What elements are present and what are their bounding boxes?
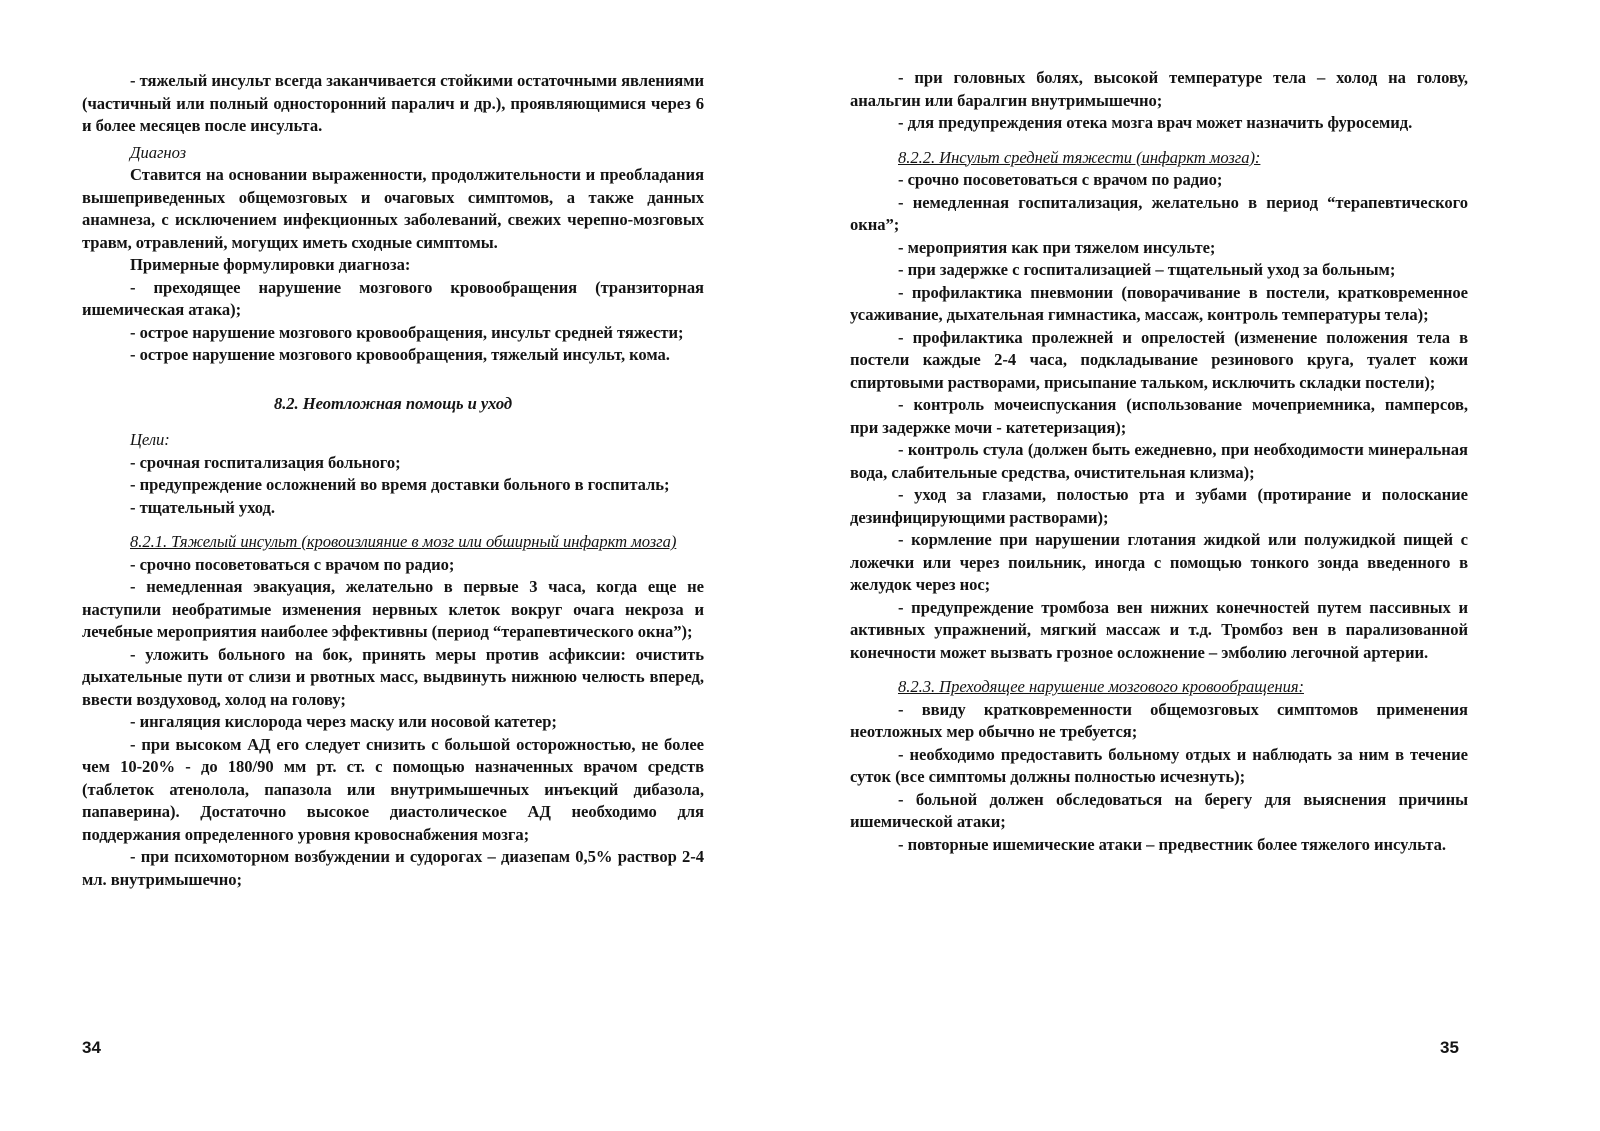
list-item: - при высоком АД его следует снизить с большой осторожностью, не более чем 10-20% - до 180/90 мм рт. ст. с помощью назначенных врачом средств (таблеток атенолола, папазола или внутримышечных инъекций дибазола, папаверина). Достаточно высокое диастолическое АД необходимо для поддержания определенного уровня кровоснабжения мозга; — [82, 734, 704, 844]
list-item: - необходимо предоставить больному отдых и наблюдать за ним в течение суток (все симптомы должны полностью исчезнуть); — [850, 744, 1468, 786]
list-item: - острое нарушение мозгового кровообращения, инсульт средней тяжести; — [130, 322, 684, 342]
list-item: - мероприятия как при тяжелом инсульте; — [898, 237, 1216, 257]
list-item: - ингаляция кислорода через маску или носовой катетер; — [130, 712, 557, 731]
list-item: - предупреждение тромбоза вен нижних конечностей путем пассивных и активных упражнений, мягкий массаж и т.д. Тромбоз вен в парализованной конечности может вызвать грозное осложнение – эмболию легочной артерии. — [850, 597, 1468, 662]
diagnosis-heading: Диагноз — [130, 142, 187, 162]
paragraph: - тяжелый инсульт всегда заканчивается стойкими остаточными явлениями (частичный или полный односторонний паралич и др.), проявляющимися через 6 и более месяцев после инсульта. — [82, 71, 704, 135]
paragraph: Примерные формулировки диагноза: — [130, 255, 411, 274]
list-item: - немедленная госпитализация, желательно в период “терапевтического окна”; — [850, 192, 1468, 234]
left-text-column — [82, 70, 704, 891]
right-text-column — [850, 67, 1468, 856]
list-item: - уход за глазами, полостью рта и зубами (протирание и полоскание дезинфицирующими растворами); — [850, 485, 1468, 527]
list-item: - контроль стула (должен быть ежедневно, при необходимости минеральная вода, слабительные средства, очистительная клизма); — [850, 440, 1468, 482]
page-number: 34 — [82, 1038, 101, 1057]
list-item: - профилактика пролежней и опрелостей (изменение положения тела в постели каждые 2-4 часа, подкладывание резинового круга, туалет кожи спиртовыми растворами, присыпание тальком, исключить складки постели); — [850, 327, 1468, 392]
list-item: - при головных болях, высокой температуре тела – холод на голову, анальгин или баралгин внутримышечно; — [850, 68, 1468, 110]
section-title: 8.2. Неотложная помощь и уход — [273, 393, 513, 413]
page-number: 35 — [1440, 1038, 1459, 1057]
subsection-heading-821: 8.2.1. Тяжелый инсульт (кровоизлияние в мозг или обширный инфаркт мозга) — [130, 532, 677, 551]
subsection-heading-822: 8.2.2. Инсульт средней тяжести (инфаркт мозга): — [898, 147, 1261, 167]
right-page — [800, 0, 1600, 1131]
list-item: - при психомоторном возбуждении и судорогах – диазепам 0,5% раствор 2-4 мл. внутримышечно; — [82, 847, 704, 889]
list-item: - больной должен обследоваться на берегу для выяснения причины ишемической атаки; — [850, 789, 1468, 831]
list-item: - тщательный уход. — [130, 497, 275, 517]
list-item: - кормление при нарушении глотания жидкой или полужидкой пищей с ложечки или через поильник, иногда с помощью тонкого зонда введенного в желудок через нос; — [850, 530, 1468, 594]
list-item: - ввиду кратковременности общемозговых симптомов применения неотложных мер обычно не требуется; — [850, 699, 1468, 741]
list-item: - преходящее нарушение мозгового кровообращения (транзиторная ишемическая атака); — [82, 277, 704, 319]
list-item: - срочная госпитализация больного; — [130, 452, 401, 472]
list-item: - острое нарушение мозгового кровообращения, тяжелый инсульт, кома. — [130, 345, 670, 364]
paragraph: Ставится на основании выраженности, продолжительности и преобладания вышеприведенных общемозговых и очаговых симптомов, а также данных анамнеза, с исключением инфекционных заболеваний, свежих черепно-мозговых травм, отравлений, могущих иметь сходные симптомы. — [82, 165, 704, 252]
list-item: - уложить больного на бок, принять меры против асфиксии: очистить дыхательные пути от слизи и рвотных масс, выдвинуть нижнюю челюсть вперед, ввести воздуховод, холод на голову; — [82, 644, 704, 709]
list-item: - контроль мочеиспускания (использование мочеприемника, памперсов, при задержке мочи - катетеризация); — [850, 395, 1468, 437]
list-item: - срочно посоветоваться с врачом по радио; — [130, 554, 455, 574]
list-item: - повторные ишемические атаки – предвестник более тяжелого инсульта. — [898, 834, 1446, 854]
goals-heading: Цели: — [130, 430, 170, 449]
list-item: - предупреждение осложнений во время доставки больного в госпиталь; — [130, 475, 670, 494]
list-item: - профилактика пневмонии (поворачивание в постели, кратковременное усаживание, дыхательная гимнастика, массаж, контроль температуры тела); — [850, 282, 1468, 324]
list-item: - при задержке с госпитализацией – тщательный уход за больным; — [898, 260, 1396, 279]
list-item: - для предупреждения отека мозга врач может назначить фуросемид. — [898, 113, 1413, 132]
subsection-heading-823: 8.2.3. Преходящее нарушение мозгового кровообращения: — [898, 677, 1304, 696]
list-item: - немедленная эвакуация, желательно в первые 3 часа, когда еще не наступили необратимые изменения нервных клеток вокруг очага некроза и лечебные мероприятия наиболее эффективны (период “терапевтического окна”); — [82, 577, 704, 641]
list-item: - срочно посоветоваться с врачом по радио; — [898, 170, 1223, 189]
